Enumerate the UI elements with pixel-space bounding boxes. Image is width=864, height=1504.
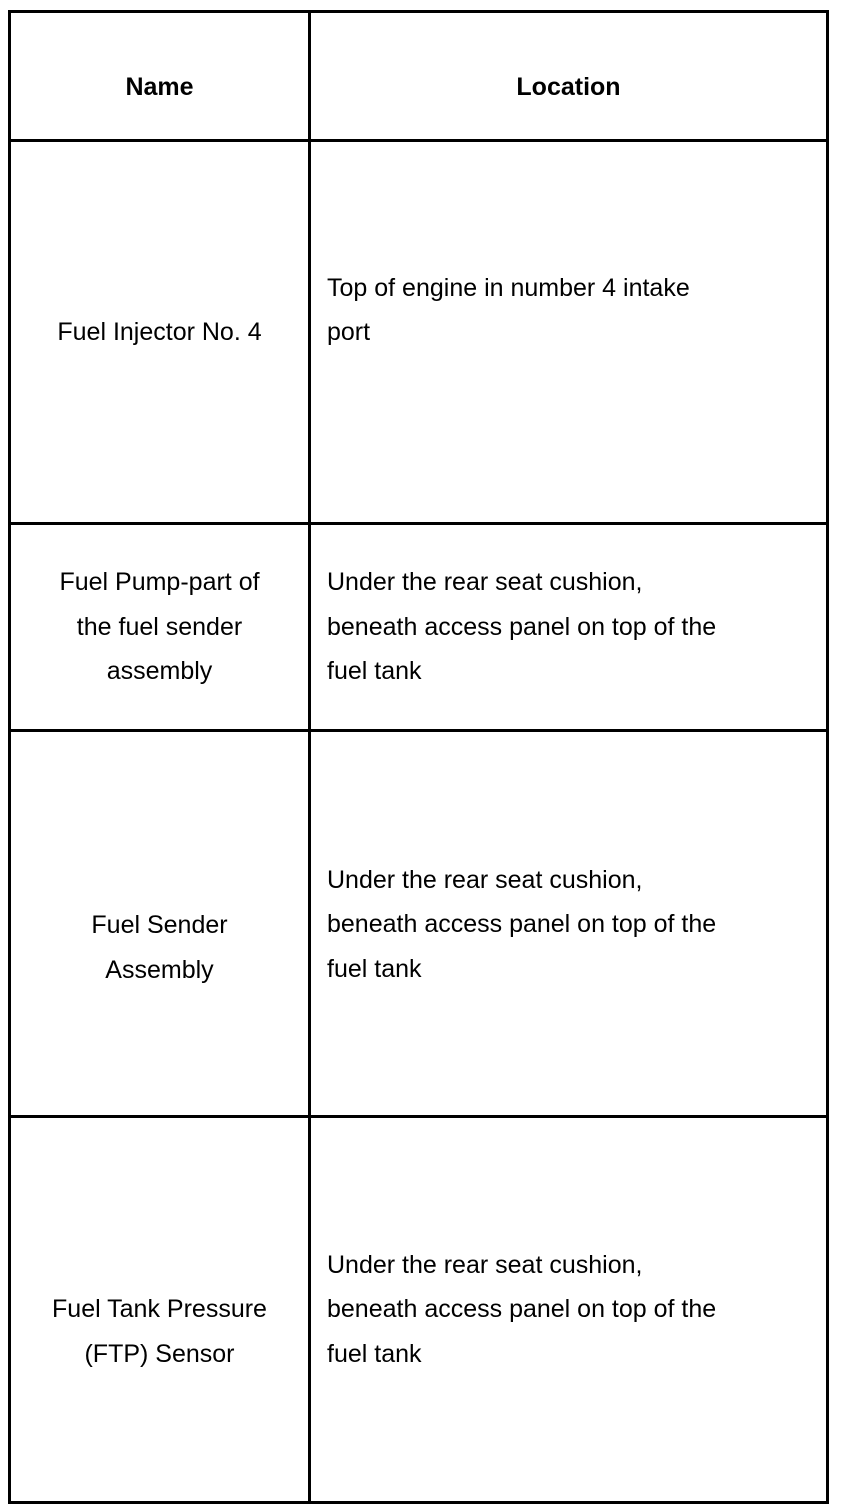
location-line: beneath access panel on top of the: [327, 612, 717, 641]
component-location-cell: [310, 1117, 828, 1503]
table-row: [10, 1117, 828, 1503]
component-location-cell: [310, 141, 828, 524]
location-line: beneath access panel on top of the: [327, 1295, 717, 1324]
location-line: Under the rear seat cushion,: [327, 568, 643, 597]
component-name-line: Assembly: [105, 955, 214, 984]
component-name-line: the fuel sender: [76, 612, 243, 641]
table-row: [10, 141, 828, 524]
location-line: beneath access panel on top of the: [327, 910, 717, 939]
table-row: [10, 524, 828, 731]
location-column-header: Location: [310, 12, 828, 141]
component-location-cell: [310, 731, 828, 1117]
location-line: Under the rear seat cushion,: [327, 1250, 643, 1279]
component-name-line: Fuel Injector No. 4: [57, 317, 262, 346]
component-name-cell: [10, 1117, 310, 1503]
table-header-row: [10, 12, 828, 141]
component-location-cell: [310, 524, 828, 731]
name-column-header: Name: [10, 12, 310, 141]
component-name-line: Fuel Sender: [91, 911, 228, 939]
component-name-line: Fuel Pump-part of: [59, 568, 260, 597]
location-line: fuel tank: [327, 954, 422, 983]
location-line: port: [327, 318, 371, 346]
component-name-line: Fuel Tank Pressure: [52, 1295, 267, 1323]
location-line: Top of engine in number 4 intake: [327, 273, 690, 302]
component-name-line: assembly: [106, 657, 213, 686]
component-name-cell: [10, 524, 310, 731]
component-location-table: [8, 10, 829, 1504]
component-name-line: (FTP) Sensor: [84, 1339, 235, 1368]
location-line: fuel tank: [327, 657, 422, 686]
component-name-cell: [10, 731, 310, 1117]
component-name-cell: [10, 141, 310, 524]
table-row: [10, 731, 828, 1117]
location-line: fuel tank: [327, 1339, 422, 1368]
location-line: Under the rear seat cushion,: [327, 865, 643, 894]
